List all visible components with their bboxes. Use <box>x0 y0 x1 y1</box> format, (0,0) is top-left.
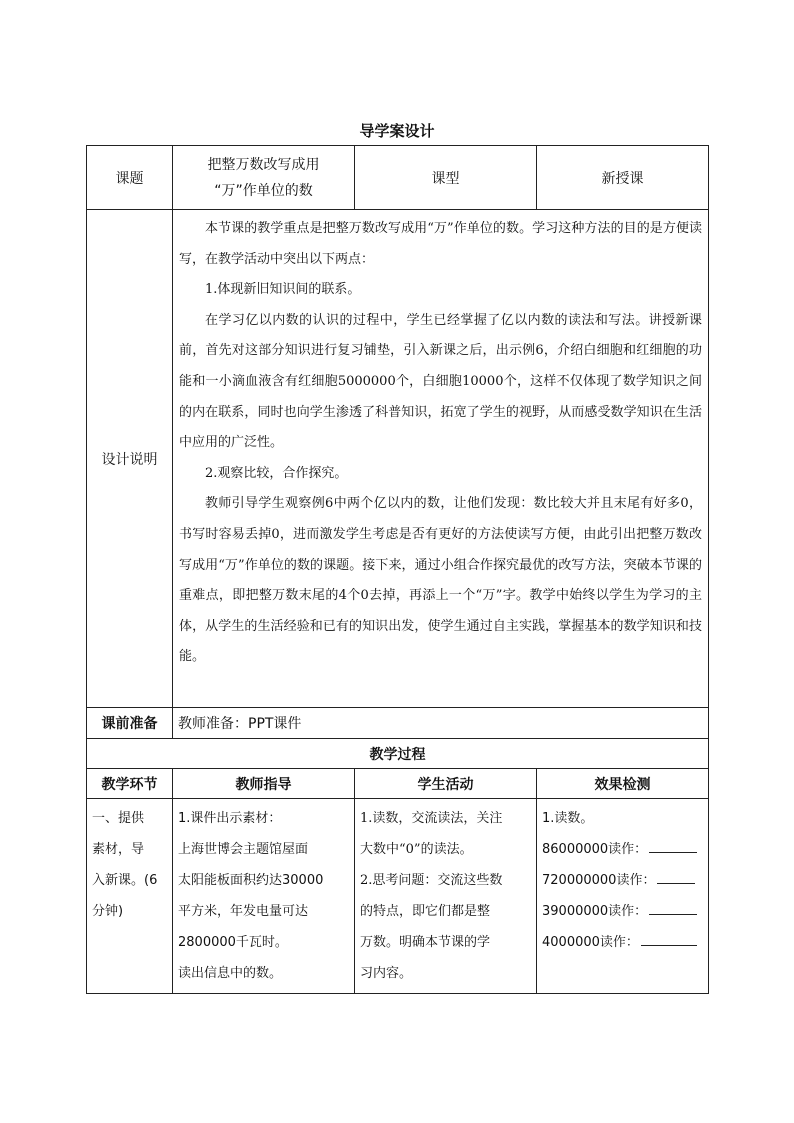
design-paragraph: 本节课的教学重点是把整万数改写成用“万”作单位的数。学习这种方法的目的是方便读写，在教学活动中突出以下两点： <box>179 221 702 267</box>
process-title-row <box>87 739 709 769</box>
lesson-plan-table <box>86 145 709 994</box>
lesson-type-value: 新授课 <box>537 146 709 210</box>
prep-row <box>87 708 709 739</box>
process-row <box>87 799 709 994</box>
effect-item-label: 39000000读作： <box>542 904 648 919</box>
header-student: 学生活动 <box>355 769 537 799</box>
answer-blank[interactable] <box>641 931 697 946</box>
student-line: 1.读数，交流读法，关注 <box>360 811 503 826</box>
teacher-line: 读出信息中的数。 <box>178 966 283 981</box>
prep-value: 教师准备：PPT课件 <box>173 708 709 739</box>
teacher-line: 2800000千瓦时。 <box>178 935 288 950</box>
effect-item <box>542 927 704 958</box>
header-effect: 效果检测 <box>537 769 709 799</box>
effect-item-label: 4000000读作： <box>542 935 639 950</box>
topic-label: 课题 <box>87 146 173 210</box>
student-line: 大数中“0”的读法。 <box>360 842 473 857</box>
teacher-cell <box>173 799 355 994</box>
teacher-line: 太阳能板面积约达30000 <box>178 873 324 888</box>
prep-label: 课前准备 <box>87 708 173 739</box>
design-text <box>173 210 709 708</box>
design-row <box>87 210 709 708</box>
process-title: 教学过程 <box>87 739 709 769</box>
lesson-type-label: 课型 <box>355 146 537 210</box>
topic-value <box>173 146 355 210</box>
topic-row <box>87 146 709 210</box>
student-line: 的特点，即它们都是整 <box>360 904 491 919</box>
header-stage: 教学环节 <box>87 769 173 799</box>
effect-item-label: 720000000读作： <box>542 873 656 888</box>
effect-head: 1.读数。 <box>542 811 594 826</box>
topic-line-1: 把整万数改写成用 <box>207 156 320 173</box>
answer-blank[interactable] <box>657 869 695 884</box>
student-line: 2.思考问题：交流这些数 <box>360 873 503 888</box>
design-paragraph: 在学习亿以内数的认识的过程中，学生已经掌握了亿以内数的读法和写法。讲授新课前，首先对这部分知识进行复习铺垫，引入新课之后，出示例6，介绍白细胞和红细胞的功能和一小滴血液含有红细胞5000000个，白细胞10000个，这样不仅体现了数学知识之间的内在联系，同时也向学生渗透了科普知识，拓宽了学生的视野，从而感受数学知识在生活中应用的广泛性。 <box>179 312 702 451</box>
student-line: 习内容。 <box>360 966 413 981</box>
header-row <box>87 769 709 799</box>
design-paragraph: 1.体现新旧知识间的联系。 <box>205 282 361 298</box>
teacher-line: 上海世博会主题馆屋面 <box>178 842 309 857</box>
design-paragraph: 教师引导学生观察例6中两个亿以内的数，让他们发现：数比较大并且末尾有好多0，书写时容易丢掉0，进而激发学生考虑是否有更好的方法使读写方便，由此引出把整万数改写成用“万”作单位的数的课题。接下来，通过小组合作探究最优的改写方法，突破本节课的重难点，即把整万数末尾的4个0去掉，再添上一个“万”字。教学中始终以学生为学习的主体，从学生的生活经验和已有的知识出发，使学生通过自主实践，掌握基本的数学知识和技能。 <box>179 496 702 665</box>
stage-line: 入新课。(6 <box>92 873 158 888</box>
design-label: 设计说明 <box>87 210 173 708</box>
effect-item-label: 86000000读作： <box>542 842 648 857</box>
design-paragraph: 2.观察比较，合作探究。 <box>205 465 348 481</box>
topic-line-2: “万”作单位的数 <box>214 182 313 199</box>
stage-line: 素材，导 <box>92 842 145 857</box>
student-line: 万数。明确本节课的学 <box>360 935 491 950</box>
teacher-line: 1.课件出示素材： <box>178 811 282 826</box>
effect-item <box>542 896 704 927</box>
effect-item <box>542 834 704 865</box>
effect-cell <box>537 799 709 994</box>
stage-cell <box>87 799 173 994</box>
effect-item <box>542 865 704 896</box>
answer-blank[interactable] <box>649 900 697 915</box>
stage-line: 分钟) <box>92 904 124 919</box>
stage-line: 一、提供 <box>92 811 145 826</box>
header-teacher: 教师指导 <box>173 769 355 799</box>
student-cell <box>355 799 537 994</box>
page-title: 导学案设计 <box>359 122 435 140</box>
answer-blank[interactable] <box>649 838 697 853</box>
teacher-line: 平方米，年发电量可达 <box>178 904 309 919</box>
